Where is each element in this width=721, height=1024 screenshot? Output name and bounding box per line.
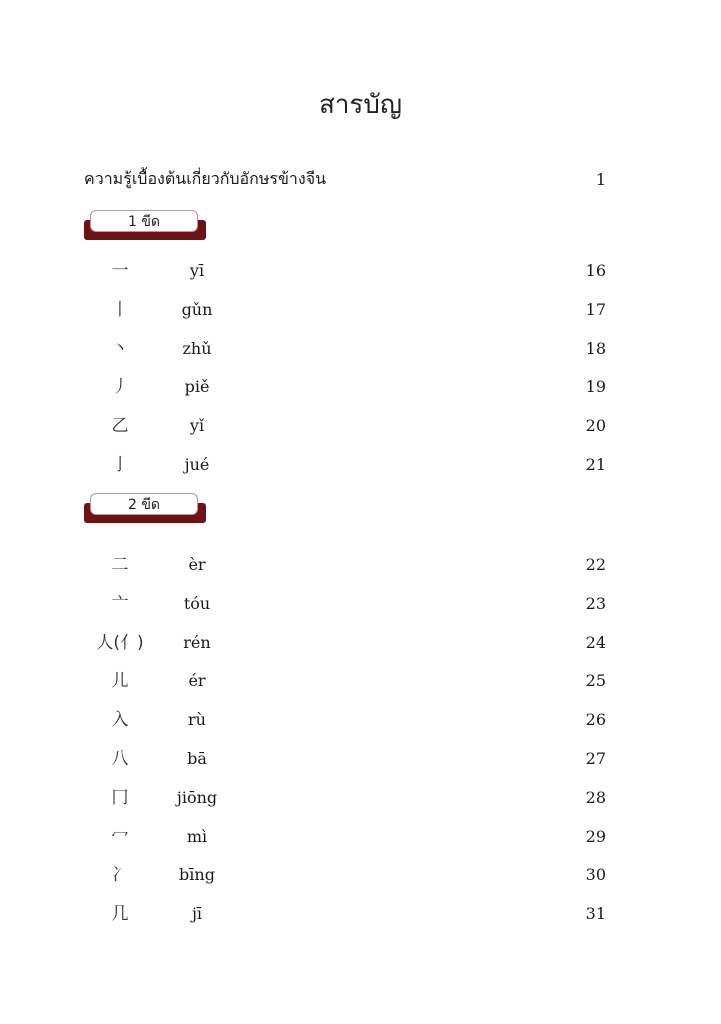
radical-pinyin: bīng	[179, 865, 215, 885]
toc-entry[interactable]	[0, 707, 721, 746]
radical-pinyin: zhǔ	[182, 338, 212, 358]
toc-entry[interactable]	[0, 552, 721, 591]
toc-page-number: 18	[585, 338, 606, 358]
toc-list-2-stroke	[0, 552, 721, 940]
toc-page-number: 25	[585, 671, 606, 691]
page-title: สารบัญ	[318, 90, 403, 120]
toc-page-number: 30	[585, 865, 606, 885]
toc-page-number: 20	[585, 416, 606, 436]
radical-glyph: 几	[111, 904, 129, 925]
toc-page-number: 24	[585, 632, 606, 652]
toc-entry[interactable]	[0, 824, 721, 863]
toc-page-number: 19	[585, 377, 606, 397]
radical-pinyin: jiōng	[176, 787, 218, 807]
toc-entry[interactable]	[0, 746, 721, 785]
radical-pinyin: piě	[184, 377, 210, 397]
radical-pinyin: bā	[187, 748, 207, 768]
toc-entry[interactable]	[0, 258, 721, 297]
toc-entry-label: ความรู้เบื้องต้นเกี่ยวกับอักษรข้างจีน	[84, 168, 327, 188]
toc-page-number: 21	[585, 454, 606, 474]
radical-glyph: 丶	[111, 338, 129, 359]
toc-entry[interactable]	[0, 862, 721, 901]
radical-pinyin: yī	[189, 261, 205, 280]
toc-page-number: 16	[585, 261, 606, 280]
section-header-2-stroke	[84, 493, 206, 525]
toc-page-number: 17	[585, 299, 606, 319]
radical-glyph: 二	[111, 555, 129, 575]
radical-glyph: 人(亻)	[96, 632, 144, 653]
radical-glyph: 入	[111, 710, 129, 731]
toc-entry[interactable]	[0, 413, 721, 452]
toc-entry-intro[interactable]	[84, 166, 606, 192]
radical-pinyin: gǔn	[181, 299, 213, 319]
radical-glyph: 丿	[111, 377, 129, 398]
toc-page-number: 26	[585, 710, 606, 730]
radical-glyph: 一	[111, 261, 129, 281]
toc-entry[interactable]	[0, 452, 721, 491]
toc-page-number: 27	[585, 748, 606, 768]
radical-pinyin: rù	[188, 710, 206, 730]
radical-glyph: 亅	[111, 454, 129, 475]
toc-entry[interactable]	[0, 591, 721, 630]
radical-pinyin: rén	[183, 632, 211, 652]
toc-entry[interactable]	[0, 630, 721, 669]
radical-glyph: 冖	[111, 826, 129, 847]
radical-glyph: 亠	[111, 593, 129, 614]
radical-glyph: 冂	[111, 787, 129, 808]
toc-page-number: 29	[585, 826, 606, 846]
radical-pinyin: èr	[188, 555, 206, 574]
toc-page-number: 23	[585, 593, 606, 613]
radical-glyph: 丨	[111, 299, 129, 320]
radical-pinyin: yǐ	[189, 416, 205, 436]
toc-entry[interactable]	[0, 374, 721, 413]
radical-pinyin: ér	[188, 671, 206, 691]
toc-page-number: 28	[585, 787, 606, 807]
toc-entry[interactable]	[0, 901, 721, 940]
radical-pinyin: jué	[184, 454, 210, 474]
toc-entry[interactable]	[0, 668, 721, 707]
radical-glyph: 八	[111, 748, 129, 769]
radical-pinyin: mì	[186, 826, 208, 846]
section-header-1-stroke	[84, 210, 206, 242]
toc-entry[interactable]	[0, 297, 721, 336]
toc-list-1-stroke	[0, 258, 721, 491]
toc-entry[interactable]	[0, 336, 721, 375]
toc-page-number: 1	[595, 169, 606, 189]
radical-glyph: 儿	[111, 671, 129, 692]
toc-entry[interactable]	[0, 785, 721, 824]
section-header-label: 2 ขีด	[90, 493, 198, 515]
radical-pinyin: tóu	[183, 593, 211, 613]
radical-glyph: 乙	[111, 416, 129, 437]
radical-pinyin: jī	[191, 904, 203, 924]
toc-page-number: 22	[585, 555, 606, 574]
toc-page-number: 31	[585, 904, 606, 924]
section-header-label: 1 ขีด	[90, 210, 198, 232]
radical-glyph: 冫	[111, 865, 129, 886]
